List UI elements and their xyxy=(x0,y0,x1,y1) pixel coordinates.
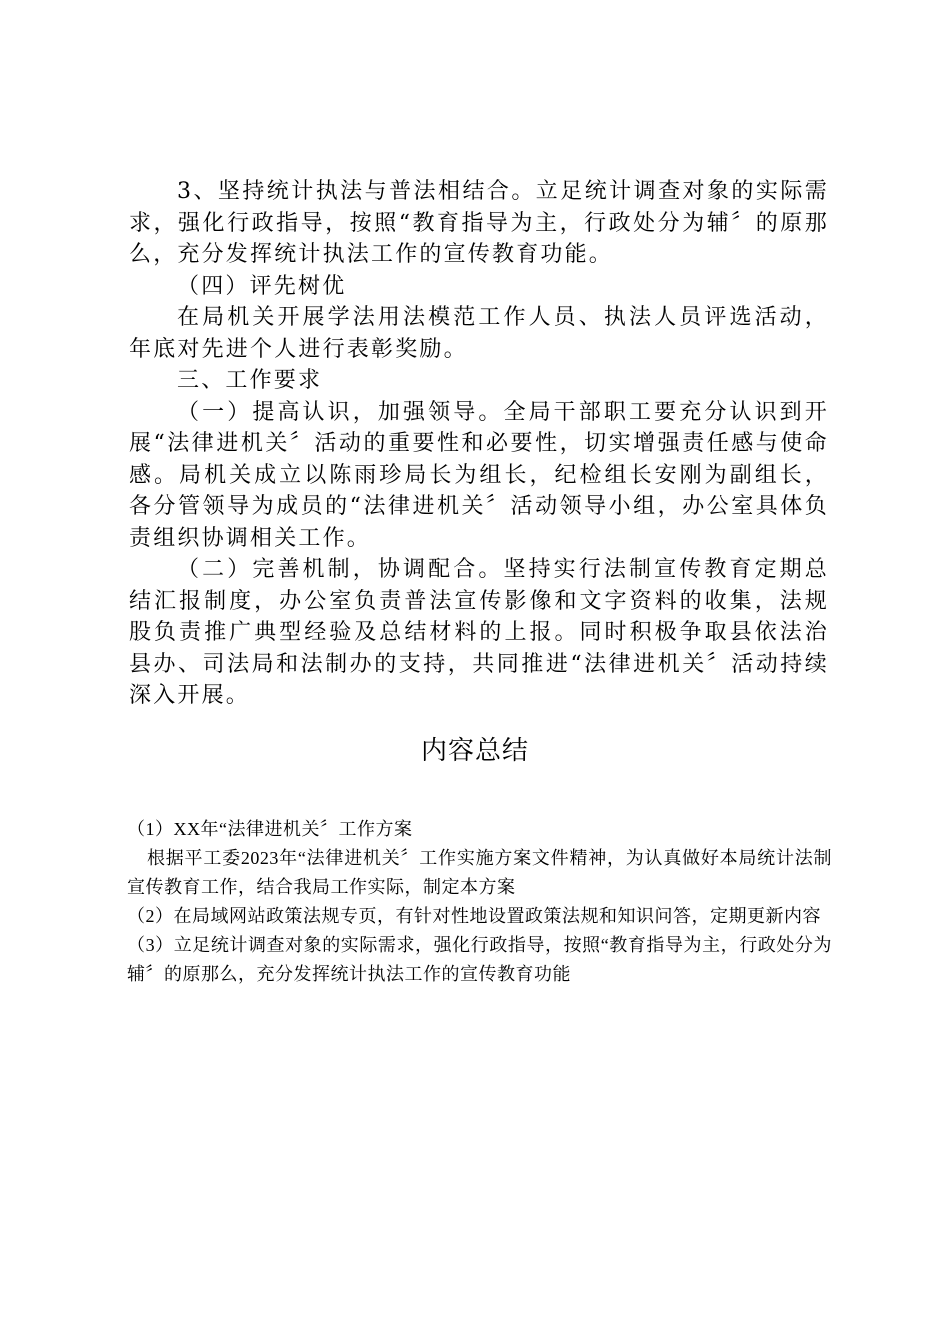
paragraph-law-education: 3、坚持统计执法与普法相结合。立足统计调查对象的实际需求，强化行政指导，按照“教育指导为主，行政处分为辅〞的原那么，充分发挥统计执法工作的宣传教育功能。 xyxy=(129,179,829,267)
section-heading-work-requirements: 三、工作要求 xyxy=(177,368,323,393)
paragraph-model-selection: 在局机关开展学法用法模范工作人员、执法人员评选活动，年底对先进个人进行表彰奖励。 xyxy=(129,305,829,362)
paragraph-leadership: （一）提高认识，加强领导。全局干部职工要充分认识到开展“法律进机关〞活动的重要性和必要性，切实增强责任感与使命感。局机关成立以陈雨珍局长为组长，纪检组长安刚为副组长，各分管领导为成员的“法律进机关〞活动领导小组，办公室具体负责组织协调相关工作。 xyxy=(129,399,829,551)
summary-title: 内容总结 xyxy=(420,736,529,766)
summary-item: 根据平工委2023年“法律进机关〞工作实施方案文件精神，为认真做好本局统计法制宣传教育工作，结合我局工作实际，制定本方案 xyxy=(127,848,832,897)
summary-item: （2）在局域网站政策法规专页，有针对性地设置政策法规和知识问答，定期更新内容 xyxy=(127,906,821,926)
summary-section xyxy=(127,815,832,989)
summary-item: （1）XX年“法律进机关〞工作方案 xyxy=(127,819,413,839)
summary-item: （3）立足统计调查对象的实际需求，强化行政指导，按照“教育指导为主，行政处分为辅〞的原那么，充分发挥统计执法工作的宣传教育功能 xyxy=(127,935,832,984)
paragraph-mechanism: （二）完善机制，协调配合。坚持实行法制宣传教育定期总结汇报制度，办公室负责普法宣传影像和文字资料的收集，法规股负责推广典型经验及总结材料的上报。同时积极争取县依法治县办、司法局和法制办的支持，共同推进“法律进机关〞活动持续深入开展。 xyxy=(129,557,829,708)
document-body xyxy=(129,176,829,712)
section-heading-select-excellence: （四）评先树优 xyxy=(177,273,347,299)
